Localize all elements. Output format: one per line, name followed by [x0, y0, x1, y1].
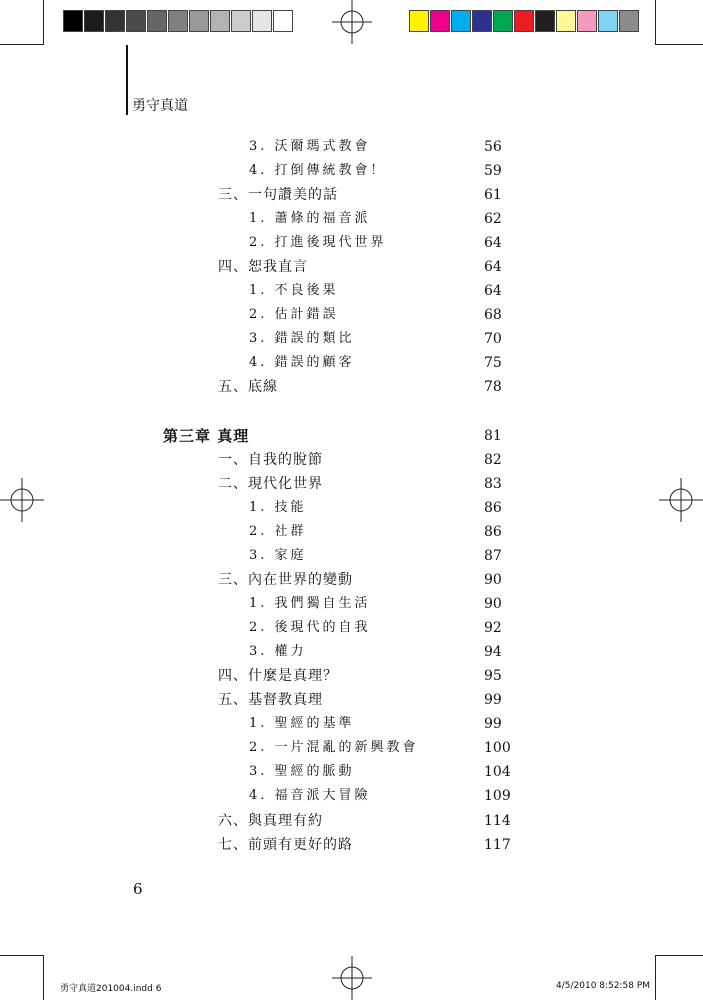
toc-entry-page: 114: [484, 813, 511, 829]
toc-entry: [0, 690, 703, 710]
toc-entry-page: 56: [484, 139, 502, 155]
toc-entry-title: 2. 社群: [249, 524, 307, 539]
toc-entry: [0, 474, 703, 494]
toc-entry-page: 86: [484, 500, 502, 516]
color-swatch: [63, 10, 83, 32]
toc-entry-title: 五、底線: [218, 379, 278, 395]
color-swatch: [556, 10, 576, 32]
toc-entry-title: 一、自我的脫節: [218, 452, 323, 468]
toc-entry-page: 61: [484, 187, 502, 203]
toc-entry: [0, 762, 703, 782]
toc-entry: [0, 377, 703, 397]
color-swatch: [577, 10, 597, 32]
toc-entry-page: 81: [484, 428, 502, 444]
toc-entry-page: 109: [484, 788, 511, 804]
toc-entry-title: 2. 後現代的自我: [249, 620, 371, 635]
color-swatch: [493, 10, 513, 32]
toc-entry: [0, 546, 703, 566]
toc-entry: [0, 209, 703, 229]
toc-entry-page: 87: [484, 548, 502, 564]
toc-entry-title: 三、一句讚美的話: [218, 187, 338, 203]
toc-entry-page: 82: [484, 452, 502, 468]
toc-entry-title: 四、恕我直言: [218, 259, 308, 275]
toc-entry-title: 2. 一片混亂的新興教會: [249, 740, 419, 755]
toc-entry-page: 86: [484, 524, 502, 540]
toc-entry: [0, 426, 703, 446]
crop-mark: [43, 955, 44, 1000]
toc-entry-title: 4. 福音派大冒險: [249, 788, 371, 803]
toc-entry-title: 三、內在世界的變動: [218, 572, 353, 588]
grayscale-color-bar: [63, 10, 294, 32]
toc-entry-page: 99: [484, 692, 502, 708]
toc-entry: [0, 618, 703, 638]
registration-mark-bottom-icon: [332, 956, 372, 1000]
color-swatch: [619, 10, 639, 32]
toc-entry-page: 78: [484, 379, 502, 395]
toc-entry-title: 4. 錯誤的顧客: [249, 355, 355, 370]
crop-mark: [655, 0, 656, 45]
toc-entry-page: 59: [484, 163, 502, 179]
toc-entry: [0, 161, 703, 181]
color-swatch: [105, 10, 125, 32]
toc-entry-title: 3. 沃爾瑪式教會: [249, 139, 371, 154]
toc-entry-page: 104: [484, 764, 511, 780]
toc-entry-page: 92: [484, 620, 502, 636]
color-swatch: [273, 10, 293, 32]
toc-entry: [0, 642, 703, 662]
toc-entry-title: 3. 家庭: [249, 548, 307, 563]
color-swatch: [126, 10, 146, 32]
color-swatch: [84, 10, 104, 32]
toc-entry-page: 64: [484, 259, 502, 275]
toc-entry: [0, 353, 703, 373]
color-swatch: [535, 10, 555, 32]
toc-entry: [0, 786, 703, 806]
toc-entry: [0, 305, 703, 325]
crop-mark: [43, 0, 44, 45]
toc-entry: [0, 570, 703, 590]
toc-entry-page: 117: [484, 837, 511, 853]
color-swatch: [598, 10, 618, 32]
color-swatch: [189, 10, 209, 32]
color-swatch: [210, 10, 230, 32]
toc-entry-page: 100: [484, 740, 511, 756]
toc-entry: [0, 329, 703, 349]
toc-entry-page: 90: [484, 572, 502, 588]
toc-entry-title: 4. 打倒傳統教會！: [249, 163, 387, 178]
toc-entry-page: 70: [484, 331, 502, 347]
color-swatch: [409, 10, 429, 32]
toc-entry-title: 2. 估計錯誤: [249, 307, 339, 322]
registration-mark-top-icon: [332, 0, 372, 44]
toc-entry-page: 75: [484, 355, 502, 371]
toc-entry-title: 1. 技能: [249, 500, 307, 515]
toc-entry-title: 3. 權力: [249, 644, 307, 659]
toc-entry: [0, 257, 703, 277]
color-swatch: [430, 10, 450, 32]
crop-mark: [655, 955, 656, 1000]
toc-entry-title: 七、前頭有更好的路: [218, 837, 353, 853]
color-swatch: [231, 10, 251, 32]
crop-mark: [655, 44, 703, 45]
running-head: 勇守真道: [132, 98, 188, 114]
toc-entry: [0, 835, 703, 855]
toc-entry: [0, 498, 703, 518]
slug-file-name: 勇守真道201004.indd 6: [60, 984, 162, 994]
toc-entry-page: 64: [484, 283, 502, 299]
slug-timestamp: 4/5/2010 8:52:58 PM: [556, 981, 651, 991]
color-swatch: [252, 10, 272, 32]
toc-entry-title: 3. 聖經的脈動: [249, 764, 355, 779]
toc-entry-page: 68: [484, 307, 502, 323]
toc-entry-title: 六、與真理有約: [218, 813, 323, 829]
toc-entry-title: 第三章 真理: [163, 427, 250, 445]
toc-entry-title: 四、什麼是真理？: [218, 668, 338, 684]
toc-entry-title: 2. 打進後現代世界: [249, 235, 387, 250]
toc-entry: [0, 185, 703, 205]
toc-entry-page: 90: [484, 596, 502, 612]
color-swatch: [514, 10, 534, 32]
color-swatch: [147, 10, 167, 32]
toc-entry: [0, 522, 703, 542]
toc-entry: [0, 281, 703, 301]
toc-entry: [0, 666, 703, 686]
toc-entry-page: 64: [484, 235, 502, 251]
toc-entry: [0, 594, 703, 614]
toc-entry-page: 95: [484, 668, 502, 684]
toc-entry: [0, 714, 703, 734]
toc-entry: [0, 233, 703, 253]
toc-entry-title: 二、現代化世界: [218, 476, 323, 492]
process-color-bar: [409, 10, 640, 32]
toc-entry-title: 1. 聖經的基準: [249, 716, 355, 731]
toc-entry-title: 3. 錯誤的類比: [249, 331, 355, 346]
toc-entry-title: 1. 不良後果: [249, 283, 339, 298]
toc-entry: [0, 450, 703, 470]
toc-entry-title: 1. 蕭條的福音派: [249, 211, 371, 226]
page-number: 6: [133, 880, 143, 898]
crop-mark: [0, 955, 44, 956]
color-swatch: [168, 10, 188, 32]
color-swatch: [451, 10, 471, 32]
toc-entry: [0, 738, 703, 758]
toc-entry-page: 94: [484, 644, 502, 660]
color-swatch: [472, 10, 492, 32]
toc-entry-title: 1. 我們獨自生活: [249, 596, 371, 611]
toc-entry-page: 99: [484, 716, 502, 732]
crop-mark: [655, 955, 703, 956]
toc-entry: [0, 137, 703, 157]
toc-entry-page: 62: [484, 211, 502, 227]
toc-entry: [0, 811, 703, 831]
toc-entry-title: 五、基督教真理: [218, 692, 323, 708]
running-head-rule: [126, 45, 128, 115]
crop-mark: [0, 44, 44, 45]
toc-entry-page: 83: [484, 476, 502, 492]
